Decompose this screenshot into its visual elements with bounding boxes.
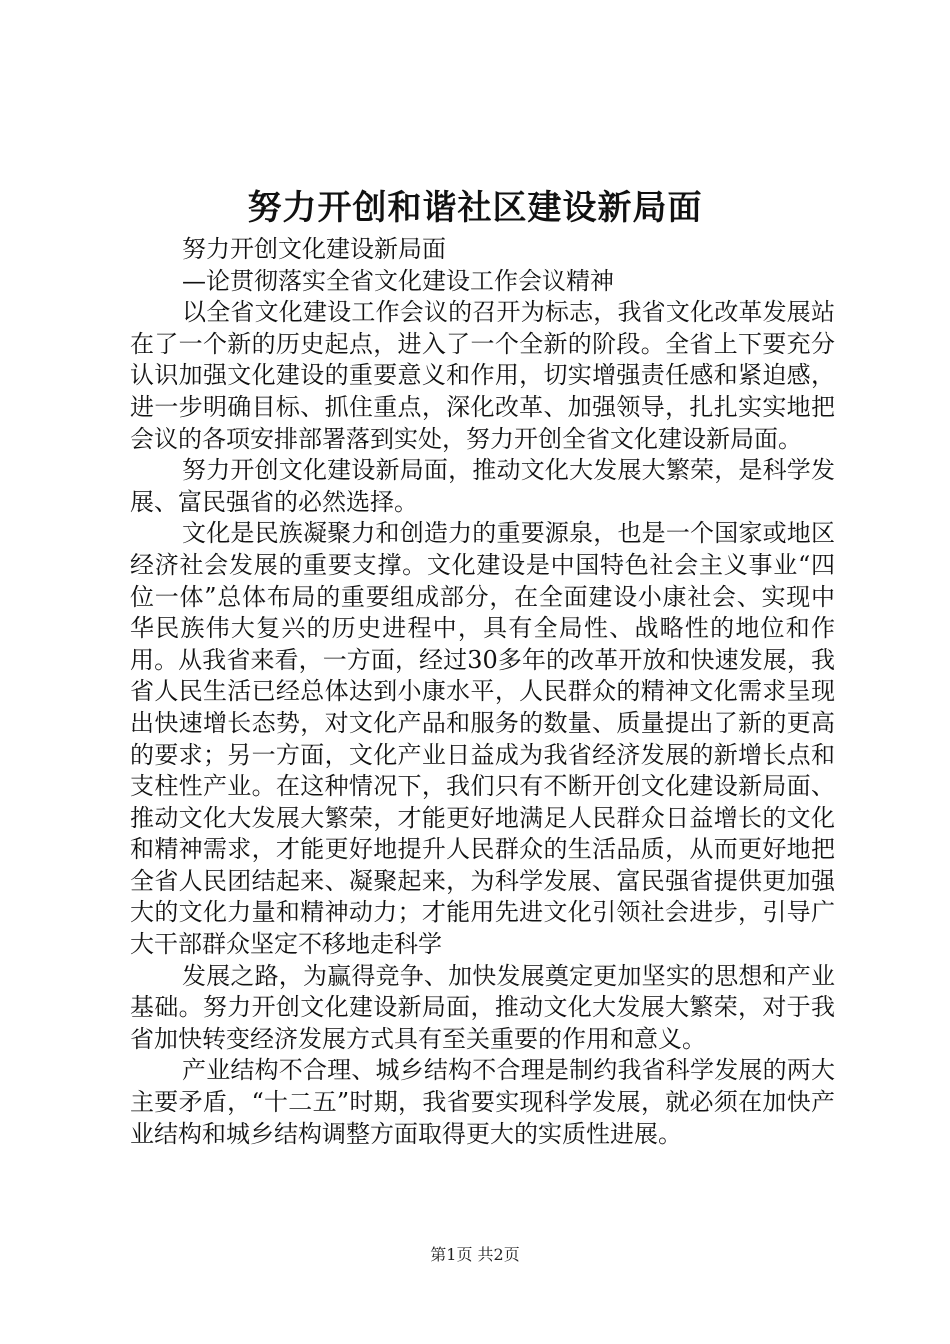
document-title: 努力开创和谐社区建设新局面 — [247, 188, 703, 228]
subtitle-line: 努力开创文化建设新局面 — [182, 235, 446, 263]
body-paragraph: 以全省文化建设工作会议的召开为标志，我省文化改革发展站在了一个新的历史起点，进入了一个全新的阶段。全省上下要充分认识加强文化建设的重要意义和作用，切实增强责任感和紧迫感，进一步明确目标、抓住重点，深化改革、加强领导，扎扎实实地把会议的各项安排部署落到实处，努力开创全省文化建设新局面。 — [130, 298, 835, 453]
body-paragraph: 产业结构不合理、城乡结构不合理是制约我省科学发展的两大主要矛盾，“十二五”时期，我省要实现科学发展，就必须在加快产业结构和城乡结构调整方面取得更大的实质性进展。 — [130, 1056, 835, 1148]
body-paragraph: 努力开创文化建设新局面，推动文化大发展大繁荣，是科学发展、富民强省的必然选择。 — [130, 456, 835, 516]
document-body — [130, 234, 835, 1150]
subtitle-line: —论贯彻落实全省文化建设工作会议精神 — [182, 266, 614, 295]
body-paragraph: 文化是民族凝聚力和创造力的重要源泉，也是一个国家或地区经济社会发展的重要支撑。文化建设是中国特色社会主义事业“四位一体”总体布局的重要组成部分，在全面建设小康社会、实现中华民族伟大复兴的历史进程中，具有全局性、战略性的地位和作用。从我省来看，一方面，经过30多年的改革开放和快速发展，我省人民生活已经总体达到小康水平，人民群众的精神文化需求呈现出快速增长态势，对文化产品和服务的数量、质量提出了新的更高的要求；另一方面，文化产业日益成为我省经济发展的新增长点和支柱性产业。在这种情况下，我们只有不断开创文化建设新局面、推动文化大发展大繁荣，才能更好地满足人民群众日益增长的文化和精神需求，才能更好地提升人民群众的生活品质，从而更好地把全省人民团结起来、凝聚起来，为科学发展、富民强省提供更加强大的文化力量和精神动力；才能用先进文化引领社会进步，引导广大干部群众坚定不移地走科学 — [130, 519, 835, 959]
body-paragraph: 发展之路，为赢得竞争、加快发展奠定更加坚实的思想和产业基础。努力开创文化建设新局面，推动文化大发展大繁荣，对于我省加快转变经济发展方式具有至关重要的作用和意义。 — [130, 961, 835, 1053]
page-number-footer: 第1页 共2页 — [430, 1245, 520, 1264]
